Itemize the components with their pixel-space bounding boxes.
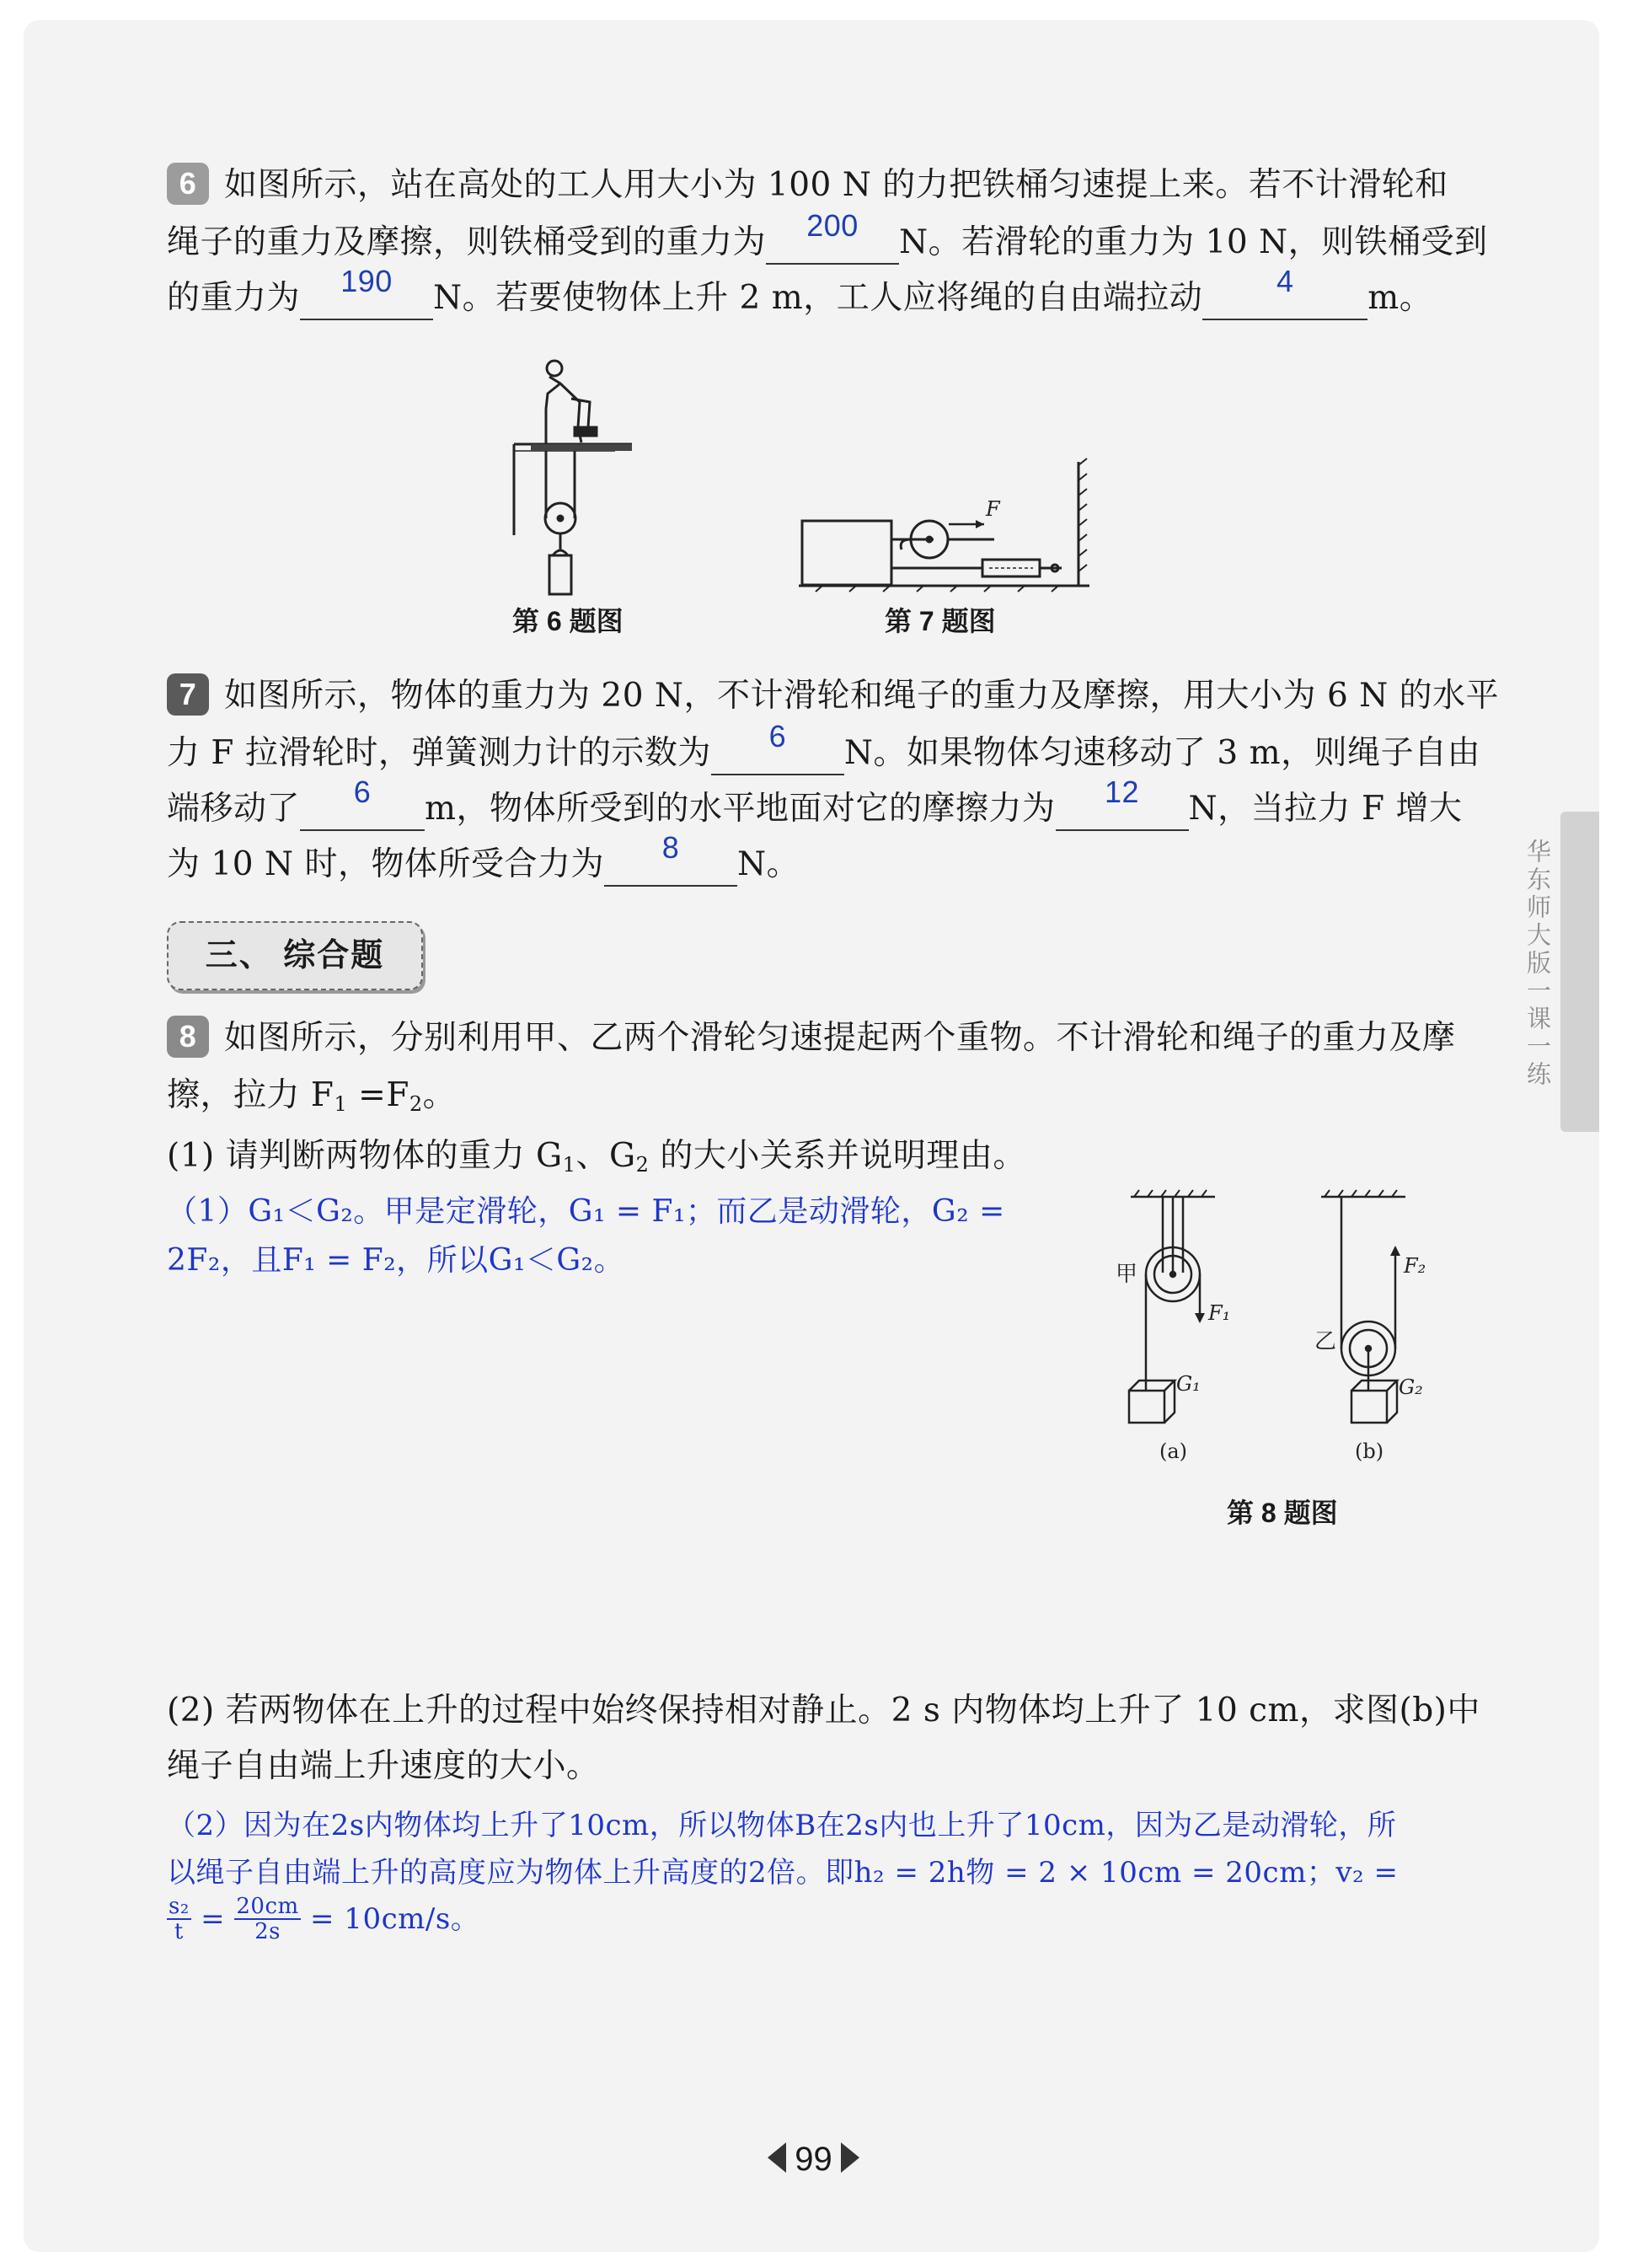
prev-triangle-icon	[768, 2142, 786, 2173]
q6-text-3b: N。若要使物体上升 2 m，工人应将绳的自由端拉动	[433, 279, 1203, 317]
q6-text-3c: m。	[1367, 279, 1433, 317]
q8-part1-sub2: 2	[635, 1153, 650, 1177]
q6-answer-3: 4	[1276, 264, 1294, 298]
q8-line-2	[167, 1074, 456, 1126]
figure-7-caption: 第 7 题图	[885, 606, 996, 636]
q8-part1-sub1: 1	[562, 1153, 576, 1177]
q6-answer-1: 200	[806, 208, 859, 243]
fraction-2-denominator: 2s	[254, 1919, 281, 1944]
q8-text-2b: =F	[347, 1076, 409, 1114]
q6-line-2	[167, 208, 1488, 265]
q8-number-badge: 8	[167, 1016, 209, 1058]
fraction-20cm-over-2s	[234, 1895, 300, 1944]
q8-part1-a: (1) 请判断两物体的重力 G	[167, 1137, 563, 1175]
figure-7-force-label: F	[986, 497, 1000, 521]
q6-text-2a: 绳子的重力及摩擦，则铁桶受到的重力为	[167, 223, 767, 261]
answer-2-tail: = 10cm/s。	[310, 1902, 480, 1936]
equals-sign: =	[201, 1902, 226, 1936]
q7-text-3c: N，当拉力 F 增大	[1188, 790, 1463, 828]
q6-blank-1[interactable]	[766, 208, 899, 265]
q8-answer-1-line-2: 2F₂，且F₁ = F₂，所以G₁＜G₂。	[167, 1243, 625, 1278]
q7-blank-3[interactable]	[1056, 775, 1189, 831]
figure-6-caption: 第 6 题图	[512, 606, 624, 636]
figure-8-caption: 第 8 题图	[1227, 1498, 1338, 1528]
q7-number-badge: 7	[167, 673, 209, 716]
fraction-2-numerator: 20cm	[236, 1894, 299, 1919]
q8-answer-2-line-2: 以绳子自由端上升的高度应为物体上升高度的2倍。即h₂ = 2h物 = 2 × 10cm = 20cm；v₂ =	[167, 1856, 1399, 1890]
q6-number-badge: 6	[167, 163, 209, 205]
q6-text-3a: 的重力为	[167, 279, 301, 317]
q8-text-1: 如图所示，分别利用甲、乙两个滑轮匀速提起两个重物。不计滑轮和绳子的重力及摩	[224, 1019, 1456, 1057]
page-number-area	[0, 2141, 1627, 2179]
side-tab	[1560, 812, 1599, 1132]
q8-part1-question	[167, 1134, 1026, 1187]
q7-line-4	[167, 830, 800, 887]
figure-8-caption-a: (a)	[1159, 1440, 1188, 1463]
fraction-1-denominator: t	[174, 1919, 184, 1944]
figure-7-pulley-spring-scale	[799, 455, 1094, 598]
figure-8-g2-label: G₂	[1399, 1375, 1423, 1399]
q7-text-4a: 为 10 N 时，物体所受合力为	[167, 845, 604, 883]
q8-text-2a: 擦，拉力 F	[167, 1076, 334, 1114]
q6-blank-2[interactable]	[300, 264, 433, 320]
q7-text-4b: N。	[736, 845, 800, 883]
q7-text-2a: 力 F 拉滑轮时，弹簧测力计的示数为	[167, 734, 711, 772]
q8-sub-1: 1	[334, 1092, 348, 1116]
q6-line-1	[167, 164, 1448, 208]
q7-answer-2: 6	[353, 775, 372, 809]
fraction-s2-over-t	[167, 1895, 191, 1944]
section-heading: 三、 综合题	[167, 921, 423, 990]
q6-text-2b: N。若滑轮的重力为 10 N，则铁桶受到	[899, 223, 1488, 261]
figure-6-worker-pulley	[497, 350, 649, 603]
q7-blank-4[interactable]	[604, 830, 737, 887]
side-book-title: 华东师大版一课一练	[1523, 839, 1552, 1089]
q8-part1-b: 、G	[575, 1137, 636, 1175]
figure-8-label-a: 甲	[1116, 1262, 1138, 1287]
q8-answer-2-line-1: （2）因为在2s内物体均上升了10cm，所以物体B在2s内也上升了10cm，因为乙是动滑轮，所	[167, 1809, 1397, 1842]
q8-line-1	[167, 1016, 1456, 1061]
figure-8-f1-label: F₁	[1208, 1301, 1231, 1325]
q7-text-2b: N。如果物体匀速移动了 3 m，则绳子自由	[843, 734, 1481, 772]
page-number: 99	[795, 2141, 832, 2178]
q7-text-1: 如图所示，物体的重力为 20 N，不计滑轮和绳子的重力及摩擦，用大小为 6 N 的水平	[224, 677, 1500, 715]
q8-answer-2-line-3	[167, 1895, 479, 1944]
q8-text-2c: 。	[422, 1076, 457, 1114]
figure-8-f2-label: F₂	[1404, 1254, 1426, 1278]
q7-line-1	[167, 674, 1499, 719]
q8-part2-line-1: (2) 若两物体在上升的过程中始终保持相对静止。2 s 内物体均上升了 10 cm，求图(b)中	[167, 1692, 1480, 1729]
figure-8-caption-b: (b)	[1355, 1440, 1384, 1463]
q6-line-3	[167, 264, 1433, 320]
q7-text-3a: 端移动了	[167, 790, 301, 828]
q7-blank-2[interactable]	[300, 775, 425, 831]
q7-text-3b: m，物体所受到的水平地面对它的摩擦力为	[425, 790, 1056, 828]
q7-answer-3: 12	[1104, 775, 1140, 809]
q8-sub-2: 2	[409, 1092, 423, 1116]
q6-answer-2: 190	[340, 264, 393, 298]
fraction-1-numerator: s₂	[169, 1894, 190, 1919]
q6-text-1: 如图所示，站在高处的工人用大小为 100 N 的力把铁桶匀速提上来。若不计滑轮和	[224, 166, 1448, 204]
q7-answer-1: 6	[768, 719, 787, 753]
q8-answer-1-line-1: （1）G₁＜G₂。甲是定滑轮，G₁ = F₁；而乙是动滑轮，G₂ =	[167, 1194, 1005, 1229]
q8-part1-c: 的大小关系并说明理由。	[649, 1137, 1026, 1175]
q8-part2-line-2: 绳子自由端上升速度的大小。	[167, 1747, 600, 1785]
q7-line-3	[167, 775, 1463, 831]
next-triangle-icon	[841, 2142, 859, 2173]
q7-line-2	[167, 719, 1481, 775]
q6-blank-3[interactable]	[1202, 264, 1367, 320]
q7-blank-1[interactable]	[711, 719, 844, 775]
q7-answer-4: 8	[661, 830, 680, 865]
figure-8-g1-label: G₁	[1176, 1372, 1201, 1396]
figure-8-label-b: 乙	[1314, 1329, 1337, 1354]
figure-8-pulleys	[1112, 1180, 1449, 1483]
